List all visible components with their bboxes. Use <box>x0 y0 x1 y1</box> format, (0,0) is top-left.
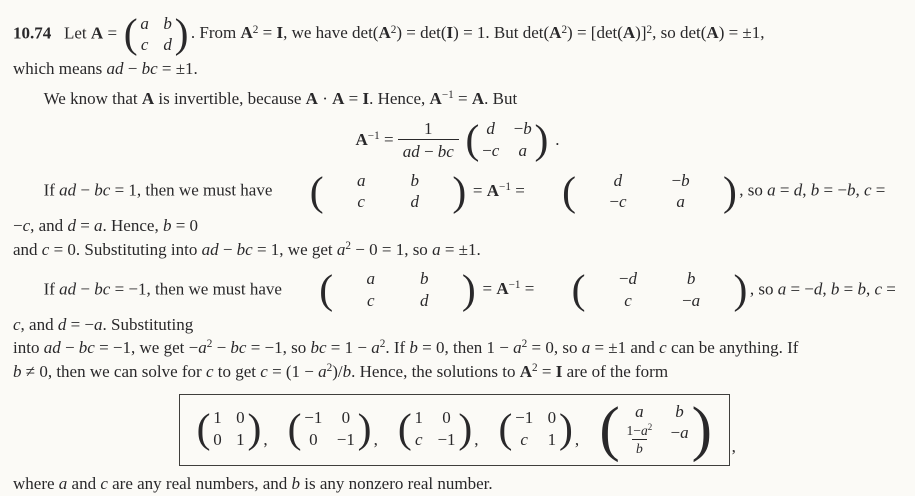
matrix-cell: −1 <box>437 429 456 449</box>
italic-text: a <box>676 192 685 212</box>
italic-text: d <box>57 314 67 334</box>
italic-text: a <box>680 422 689 442</box>
italic-text: bc <box>94 180 111 200</box>
italic-text: ad <box>43 338 61 358</box>
italic-text: d <box>793 180 803 200</box>
matrix-cell: 0 <box>213 429 222 449</box>
matrix <box>541 268 748 313</box>
matrix-cell <box>163 14 172 34</box>
fraction <box>398 119 459 161</box>
matrix <box>397 407 472 452</box>
left-paren-icon: ( <box>562 168 576 215</box>
matrix-body <box>334 268 431 313</box>
italic-text: b <box>810 180 820 200</box>
right-paren-icon: ) <box>458 406 473 453</box>
right-paren-icon: ) <box>452 168 467 215</box>
superscript: 2 <box>252 23 259 36</box>
superscript: 2 <box>561 23 568 36</box>
matrix <box>288 268 476 313</box>
text-run: , so a = d, b = −b, c = −c, and d = a. Hence, b = 0 <box>13 180 886 236</box>
superscript: 2 <box>379 338 386 351</box>
superscript: −1 <box>441 88 454 101</box>
bold-text: A <box>706 23 719 43</box>
matrix <box>123 12 189 57</box>
bold-text: A <box>519 362 532 382</box>
italic-text: b <box>420 269 429 289</box>
bold-text: A <box>471 88 485 108</box>
italic-text: d <box>410 192 419 212</box>
fraction-numerator: 1 <box>424 118 433 138</box>
comma-separator: , <box>574 429 580 449</box>
matrix-cell <box>651 269 700 289</box>
right-paren-icon: ) <box>534 116 549 163</box>
bold-text: A <box>378 23 391 43</box>
italic-text: c <box>863 180 872 200</box>
italic-text: b <box>162 216 172 236</box>
italic-text: a <box>336 239 346 259</box>
superscript: 2 <box>390 23 397 36</box>
closing-remark <box>13 472 902 496</box>
italic-text: ad <box>59 180 77 200</box>
matrix <box>279 169 467 214</box>
matrix-cell <box>623 423 656 457</box>
italic-text: a <box>371 338 380 358</box>
italic-text: a <box>356 170 366 190</box>
superscript: 2 <box>646 23 653 36</box>
superscript: 2 <box>647 422 653 433</box>
italic-text: bc <box>310 338 327 358</box>
text-run: . From $A^2 = I$, we have $\det(A^2) = \det(I) = 1$. But $\det(A^2) = [\det(A)]^2$, so det(A) = ±1, <box>190 23 765 43</box>
italic-text: bc <box>230 338 247 358</box>
left-paren-icon: ( <box>287 406 302 453</box>
bold-text: A <box>429 88 442 108</box>
left-paren-icon: ( <box>123 11 138 58</box>
matrix-cell: −c <box>609 192 627 212</box>
text-run: into ad − bc = −1, we get $-a^2$ − bc = −1, so bc = $1 - a^2$. If b = 0, then $1 - a^2 = 0$, so a = ±1 and c can be anything. If <box>13 338 799 358</box>
matrix-cell: −a <box>670 422 689 442</box>
matrix-cell: 0 <box>341 408 351 428</box>
italic-text: c <box>414 429 423 449</box>
matrix <box>287 407 372 452</box>
superscript: −1 <box>367 130 380 142</box>
italic-text: b <box>291 474 300 494</box>
matrix-body <box>138 12 174 57</box>
matrix-cell: 1 <box>213 408 222 428</box>
italic-text: a <box>767 180 776 200</box>
superscript: 2 <box>206 338 213 351</box>
matrix-cell <box>380 192 419 212</box>
right-paren-icon: ) <box>174 11 189 58</box>
bold-text: A <box>496 279 509 298</box>
italic-text: c <box>140 35 149 55</box>
italic-text: b <box>857 279 866 298</box>
left-paren-icon: ( <box>599 395 620 464</box>
text-run: which means ad − bc = ±1. <box>13 58 198 78</box>
matrix-cell: −1 <box>304 408 323 428</box>
matrix-cell <box>326 171 365 191</box>
bold-text: A <box>622 23 636 43</box>
italic-text: b <box>342 362 352 382</box>
matrix-body <box>324 169 421 214</box>
matrix-cell: −1 <box>515 408 534 428</box>
bold-text: A <box>332 88 345 108</box>
matrix-cell: −1 <box>336 429 355 449</box>
bold-text: 10.74 <box>13 23 52 43</box>
text-run: If ad − bc = −1, then we must have <box>43 279 287 298</box>
italic-text: b <box>681 170 690 190</box>
italic-text: a <box>198 338 207 358</box>
italic-text: a <box>513 338 522 358</box>
matrix-body <box>620 400 691 458</box>
matrix-cell: 1 <box>236 429 245 449</box>
italic-text: b <box>675 401 684 421</box>
matrix-cell <box>389 269 428 289</box>
right-paren-icon: ) <box>558 406 573 453</box>
bold-text: A <box>549 23 562 43</box>
matrix <box>498 407 573 452</box>
italic-text: a <box>318 362 327 382</box>
equation <box>355 117 559 162</box>
bold-text: I <box>446 23 454 43</box>
left-paren-icon: ( <box>319 267 334 314</box>
matrix <box>599 395 713 464</box>
matrix-cell <box>163 35 172 55</box>
superscript: 2 <box>532 362 538 375</box>
italic-text: a <box>777 279 787 298</box>
superscript: 2 <box>345 240 352 253</box>
italic-text: b <box>163 13 172 33</box>
comma-separator: , <box>373 429 378 449</box>
comma-separator: , <box>474 429 479 449</box>
italic-text: ad <box>402 141 420 161</box>
italic-text: d <box>628 269 638 289</box>
italic-text: d <box>420 290 429 310</box>
italic-text: c <box>13 314 21 334</box>
italic-text: c <box>22 216 31 236</box>
matrix-cell <box>389 291 428 311</box>
italic-text: a <box>691 290 701 310</box>
text-run: We know that A is invertible, because A · A = I. Hence, $A^{-1} = A$. But <box>43 88 518 108</box>
matrix-cell <box>415 430 424 450</box>
italic-text: a <box>366 269 376 289</box>
text-run: . <box>555 129 560 149</box>
right-paren-icon: ) <box>461 267 476 314</box>
italic-text: c <box>41 239 50 259</box>
matrix <box>531 169 737 214</box>
left-paren-icon: ( <box>571 267 586 314</box>
problem-statement <box>13 12 902 81</box>
fraction-numerator: $1-a^2$ <box>626 422 653 438</box>
italic-text: a <box>432 239 441 259</box>
superscript: 2 <box>326 362 333 375</box>
italic-text: bc <box>94 279 111 298</box>
matrix-cell <box>380 171 419 191</box>
text-run: 10.74 Let A = <box>13 23 122 43</box>
bold-text: A <box>240 23 253 43</box>
matrix-cell <box>326 192 365 212</box>
text-run: where a and c are any real numbers, and b is any nonzero real number. <box>13 474 493 494</box>
matrix-body <box>586 268 703 313</box>
italic-text: b <box>830 279 840 298</box>
italic-text: a <box>581 338 591 358</box>
text-run: $A^{-1}$ = <box>355 129 394 149</box>
solution-family-box <box>179 394 729 466</box>
text-run: = $A^{-1}$ = <box>468 180 530 200</box>
fraction-denominator: ad − bc <box>398 139 459 160</box>
bold-text: A <box>305 88 318 108</box>
comma-separator: , <box>263 429 268 449</box>
italic-text: ad <box>201 239 219 259</box>
matrix-body <box>412 407 458 452</box>
left-paren-icon: ( <box>397 406 412 453</box>
matrix-cell <box>336 269 375 289</box>
italic-text: bc <box>78 338 95 358</box>
case-determinant-minus-one <box>13 268 902 384</box>
matrix-cell: −d <box>618 269 638 289</box>
matrix-cell <box>482 119 499 139</box>
matrix-cell: 0 <box>547 408 557 428</box>
superscript: −1 <box>508 279 521 292</box>
left-paren-icon: ( <box>498 406 513 453</box>
matrix-cell: 0 <box>309 429 318 449</box>
bold-text: A <box>486 180 500 200</box>
text-run: = $A^{-1}$ = <box>478 279 539 298</box>
italic-text: a <box>640 422 648 438</box>
left-paren-icon: ( <box>196 406 211 453</box>
invertibility-paragraph <box>13 87 902 111</box>
inverse-formula-equation <box>13 117 902 162</box>
italic-text: b <box>635 441 643 457</box>
italic-text: b <box>409 338 418 358</box>
matrix-body <box>513 407 559 452</box>
matrix-body <box>211 407 247 452</box>
italic-text: a <box>635 401 644 421</box>
bold-text: A <box>355 129 368 149</box>
italic-text: d <box>813 279 823 298</box>
document-body <box>13 12 902 496</box>
superscript: 2 <box>521 338 528 351</box>
italic-text: bc <box>437 141 454 161</box>
italic-text: a <box>140 13 149 33</box>
text-run: b ≠ 0, then we can solve for c to get $c = (1 - a^2)/b$. Hence, the solutions to $A^2 = I$ are of the form <box>13 362 669 382</box>
matrix-body <box>480 117 534 162</box>
matrix-cell <box>670 402 688 422</box>
italic-text: a <box>58 474 68 494</box>
right-paren-icon: ) <box>691 395 712 464</box>
italic-text: ad <box>106 58 124 78</box>
italic-text: a <box>94 216 103 236</box>
italic-text: b <box>523 119 532 139</box>
italic-text: b <box>686 269 696 289</box>
case-determinant-plus-one <box>13 169 902 261</box>
text-run: If ad − bc = 1, then we must have <box>43 180 277 200</box>
matrix-body <box>576 169 692 214</box>
right-paren-icon: ) <box>733 267 748 314</box>
italic-text: a <box>94 314 103 334</box>
matrix-cell: −a <box>682 290 701 310</box>
matrix-cell <box>140 14 149 34</box>
matrix-cell: −c <box>482 140 500 160</box>
matrix <box>196 407 262 452</box>
italic-text: c <box>357 192 365 212</box>
matrix-cell: 0 <box>442 408 451 428</box>
italic-text: bc <box>141 58 158 78</box>
right-paren-icon: ) <box>247 406 262 453</box>
italic-text: ad <box>59 279 77 298</box>
italic-text: b <box>13 362 22 382</box>
italic-text: c <box>659 338 667 358</box>
italic-text: c <box>874 279 883 298</box>
right-paren-icon: ) <box>722 168 737 215</box>
text-run: and c = 0. Substituting into ad − bc = 1, we get $a^2 - 0 = 1$, so a = ±1. <box>13 239 481 259</box>
italic-text: d <box>163 35 172 55</box>
italic-text: b <box>846 180 856 200</box>
left-paren-icon: ( <box>465 116 480 163</box>
matrix <box>465 117 549 162</box>
left-paren-icon: ( <box>309 168 324 215</box>
italic-text: bc <box>236 239 253 259</box>
italic-text: c <box>260 362 268 382</box>
italic-text: d <box>67 216 76 236</box>
matrix-cell: 0 <box>236 408 245 428</box>
matrix-body <box>302 407 357 452</box>
italic-text: c <box>205 362 214 382</box>
bold-text: I <box>362 88 370 108</box>
italic-text: c <box>491 140 500 160</box>
italic-text: d <box>486 119 495 139</box>
matrix-cell <box>515 430 533 450</box>
matrix-cell: 1 <box>414 408 423 428</box>
superscript: −1 <box>499 180 511 193</box>
italic-text: c <box>100 474 108 494</box>
bold-text: I <box>555 362 563 382</box>
italic-text: c <box>366 290 375 310</box>
trailing-comma: , <box>731 436 736 456</box>
right-paren-icon: ) <box>357 406 372 453</box>
italic-text: c <box>618 192 627 212</box>
bold-text: A <box>141 88 155 108</box>
matrix-cell <box>588 291 637 311</box>
matrix-cell: −b <box>671 170 690 190</box>
matrix-cell: −b <box>513 119 532 139</box>
fraction <box>623 423 656 457</box>
matrix-cell <box>336 291 375 311</box>
matrix-cell <box>641 192 690 212</box>
fraction-denominator <box>632 439 646 456</box>
italic-text: a <box>518 140 527 160</box>
text-run: , so a = −d, b = b, c = c, and d = −a. Substituting <box>13 279 896 334</box>
matrix-cell <box>579 171 627 191</box>
italic-text: b <box>410 170 419 190</box>
bold-text: A <box>90 23 104 43</box>
matrix-cell <box>514 141 532 161</box>
matrix-cell <box>623 402 656 422</box>
matrix-cell: 1 <box>547 429 557 449</box>
italic-text: d <box>613 170 623 190</box>
italic-text: c <box>624 290 632 310</box>
italic-text: c <box>520 429 528 449</box>
bold-text: I <box>276 23 284 43</box>
solution-family-box-row <box>13 394 902 466</box>
matrix-cell <box>140 35 149 55</box>
